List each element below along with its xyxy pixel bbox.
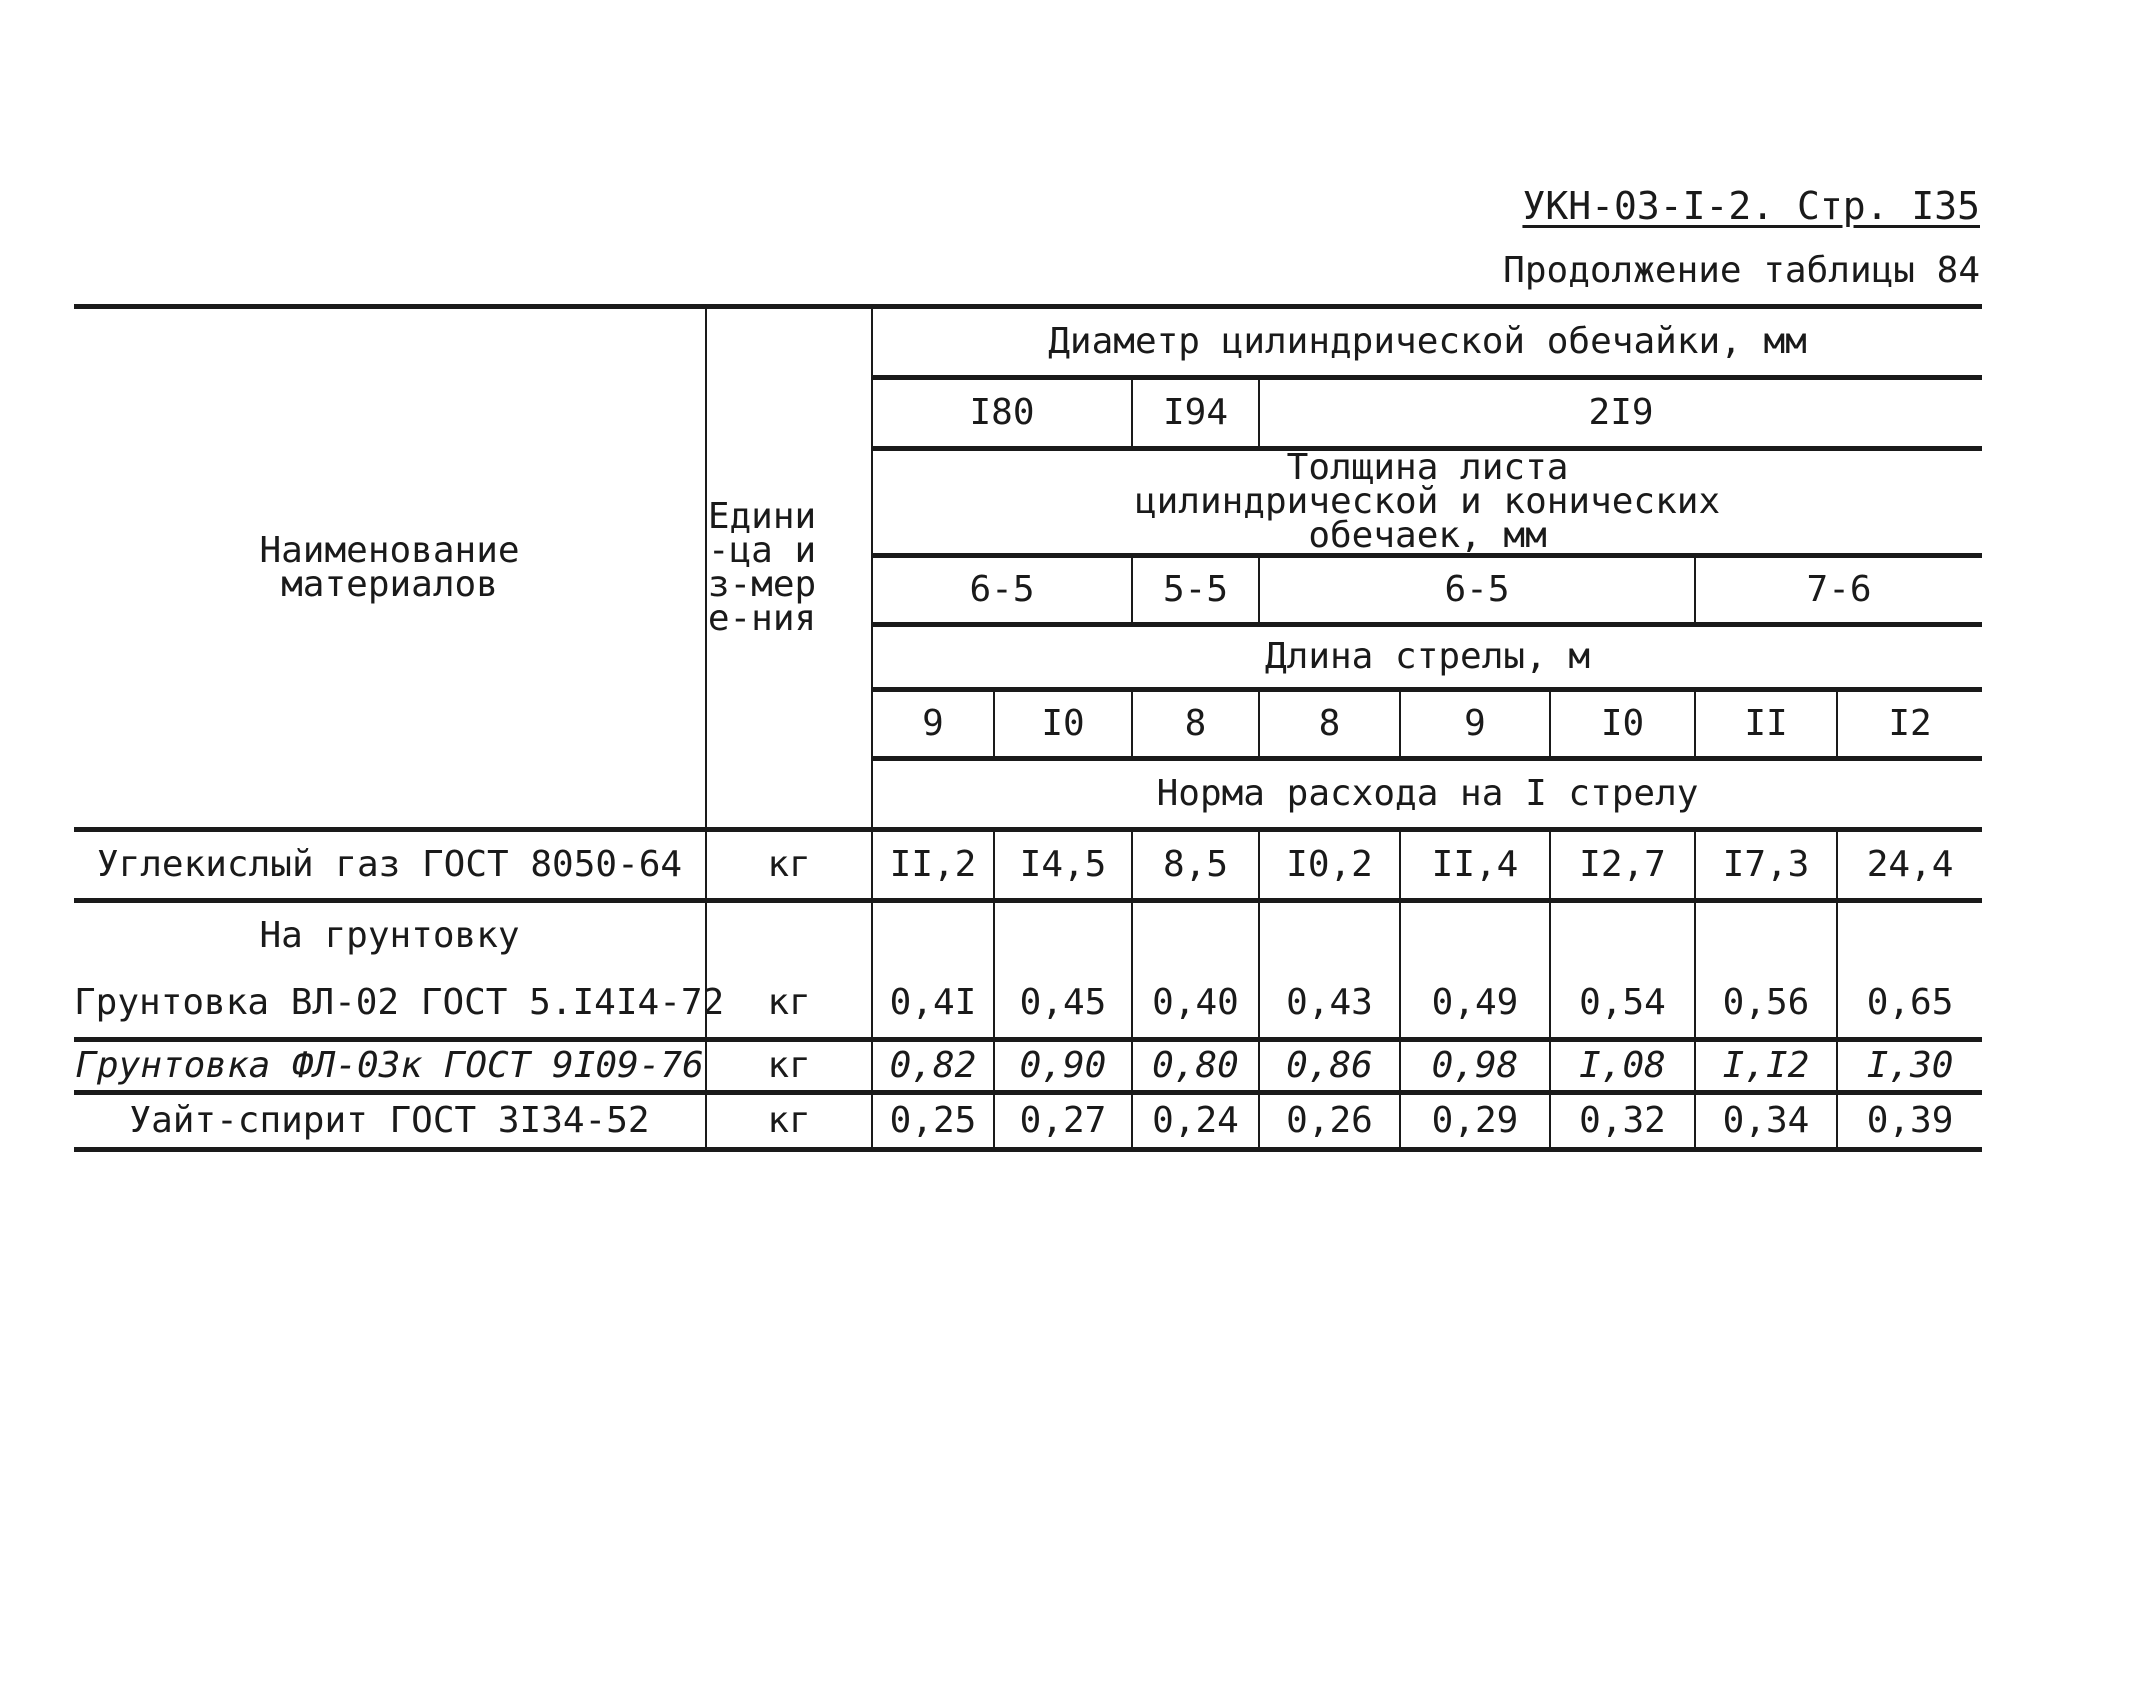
table-row: [74, 1040, 1982, 1093]
boom-5: 9: [1400, 690, 1550, 759]
value-cell: I,08: [1550, 1040, 1695, 1093]
value-cell: 0,25: [872, 1093, 994, 1150]
value-cell: 8,5: [1132, 830, 1259, 901]
value-cell: 0,34: [1695, 1093, 1837, 1150]
thickness-3: 6-5: [1259, 556, 1695, 625]
material-unit: кг: [706, 830, 872, 901]
material-unit: кг: [706, 1093, 872, 1150]
value-cell: 0,82: [872, 1040, 994, 1093]
table-row: [74, 830, 1982, 901]
table-row: [74, 1093, 1982, 1150]
material-name: Грунтовка ВЛ-02 ГОСТ 5.I4I4-72: [74, 969, 706, 1040]
value-cell: II,2: [872, 830, 994, 901]
thickness-2: 5-5: [1132, 556, 1259, 625]
value-cell: 0,65: [1837, 969, 1982, 1040]
value-cell: 0,49: [1400, 969, 1550, 1040]
thickness-4: 7-6: [1695, 556, 1982, 625]
value-cell: 0,86: [1259, 1040, 1400, 1093]
value-cell: 0,40: [1132, 969, 1259, 1040]
value-cell: 0,56: [1695, 969, 1837, 1040]
value-cell: 0,26: [1259, 1093, 1400, 1150]
table-row: [74, 969, 1982, 1040]
material-unit: кг: [706, 1040, 872, 1093]
value-cell: 0,24: [1132, 1093, 1259, 1150]
value-cell: 0,54: [1550, 969, 1695, 1040]
table-continuation-label: Продолжение таблицы 84: [1503, 250, 1980, 291]
value-cell: 0,4I: [872, 969, 994, 1040]
header-boom-length: Длина стрелы, м: [872, 625, 1982, 690]
value-cell: 0,43: [1259, 969, 1400, 1040]
section-primer-label: На грунтовку: [259, 915, 520, 956]
boom-6: I0: [1550, 690, 1695, 759]
header-thickness: Толщина листа цилиндрической и конических обечаек, мм: [872, 449, 1982, 556]
value-cell: 0,98: [1400, 1040, 1550, 1093]
value-cell: 0,45: [994, 969, 1132, 1040]
value-cell: I7,3: [1695, 830, 1837, 901]
material-unit: кг: [706, 969, 872, 1040]
value-cell: I,30: [1837, 1040, 1982, 1093]
value-cell: I2,7: [1550, 830, 1695, 901]
value-cell: I0,2: [1259, 830, 1400, 901]
material-name: Уайт-спирит ГОСТ 3I34-52: [74, 1093, 706, 1150]
value-cell: 0,27: [994, 1093, 1132, 1150]
material-name: Углекислый газ ГОСТ 8050-64: [74, 830, 706, 901]
value-cell: I4,5: [994, 830, 1132, 901]
thickness-1: 6-5: [872, 556, 1132, 625]
header-norm: Норма расхода на I стрелу: [872, 759, 1982, 830]
value-cell: I,I2: [1695, 1040, 1837, 1093]
boom-8: I2: [1837, 690, 1982, 759]
material-norms-table: [74, 304, 1982, 1152]
value-cell: 0,80: [1132, 1040, 1259, 1093]
header-diameter: Диаметр цилиндрической обечайки, мм: [872, 307, 1982, 378]
boom-1: 9: [872, 690, 994, 759]
header-unit: Едини-ца из-мере-ния: [706, 307, 872, 830]
header-materials-name: Наименование материалов: [74, 307, 706, 830]
value-cell: 0,29: [1400, 1093, 1550, 1150]
diameter-219: 2I9: [1259, 378, 1982, 449]
value-cell: 0,39: [1837, 1093, 1982, 1150]
value-cell: 0,90: [994, 1040, 1132, 1093]
boom-4: 8: [1259, 690, 1400, 759]
boom-3: 8: [1132, 690, 1259, 759]
diameter-180: I80: [872, 378, 1132, 449]
diameter-194: I94: [1132, 378, 1259, 449]
value-cell: 24,4: [1837, 830, 1982, 901]
value-cell: II,4: [1400, 830, 1550, 901]
value-cell: 0,32: [1550, 1093, 1695, 1150]
boom-2: I0: [994, 690, 1132, 759]
section-row: [74, 901, 1982, 970]
boom-7: II: [1695, 690, 1837, 759]
material-name: Грунтовка ФЛ-03к ГОСТ 9I09-76: [74, 1040, 706, 1093]
page-reference: УКН-03-I-2. Стр. I35: [1522, 184, 1980, 228]
